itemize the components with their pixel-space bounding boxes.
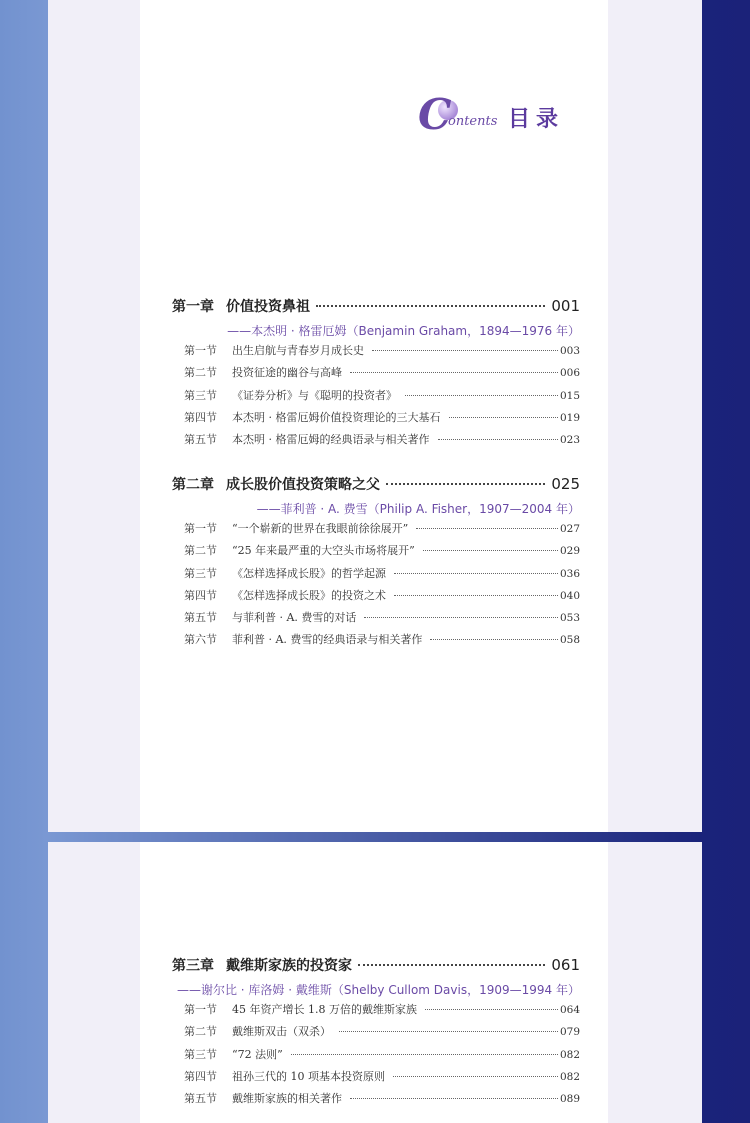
section-page: 053 [559, 612, 580, 625]
chapter-title: 戴维斯家族的投资家 [226, 958, 352, 974]
chapter-heading[interactable] [172, 955, 580, 977]
section-title: 《怎样选择成长股》的投资之术 [232, 588, 386, 602]
section-row[interactable] [172, 520, 580, 542]
leader-dots [350, 1098, 558, 1099]
section-page: 023 [559, 434, 580, 447]
section-number: 第四节 [184, 1069, 217, 1083]
leader-dots [364, 617, 558, 618]
section-title: 投资征途的幽谷与高峰 [232, 366, 342, 380]
section-number: 第五节 [184, 433, 217, 447]
section-row[interactable] [172, 1068, 580, 1090]
section-row[interactable] [172, 409, 580, 431]
logo-word: ontents [448, 114, 498, 129]
section-number: 第二节 [184, 544, 217, 558]
section-page: 019 [559, 411, 580, 424]
section-page: 079 [559, 1026, 580, 1039]
section-number: 第一节 [184, 1003, 217, 1016]
section-row[interactable] [172, 342, 580, 364]
section-title: 戴维斯双击（双杀） [232, 1025, 331, 1039]
chapter-page: 001 [551, 297, 580, 315]
section-page: 006 [559, 367, 580, 380]
chapter-heading[interactable] [172, 296, 580, 318]
section-number: 第三节 [184, 566, 217, 580]
section-page: 089 [559, 1093, 580, 1106]
chapter-subtitle: ——谢尔比 · 库洛姆 · 戴维斯（Shelby Cullom Davis，1909—1994 年） [176, 983, 580, 997]
section-number: 第四节 [184, 588, 217, 602]
section-number: 第三节 [184, 388, 217, 402]
section-number: 第一节 [184, 522, 217, 535]
leader-dots [394, 595, 558, 596]
leader-dots [350, 372, 558, 373]
chapter-number: 第三章 [172, 958, 214, 974]
chapter-block [172, 955, 580, 1112]
section-row[interactable] [172, 1023, 580, 1045]
section-number: 第五节 [184, 1092, 217, 1106]
leader-dots [291, 1054, 558, 1055]
leader-dots [394, 573, 558, 574]
section-title: 本杰明 · 格雷厄姆的经典语录与相关著作 [232, 433, 430, 447]
section-page: 082 [559, 1048, 580, 1061]
chapter-page: 061 [551, 956, 580, 974]
section-row[interactable] [172, 631, 580, 653]
section-row[interactable] [172, 431, 580, 453]
section-title: 《怎样选择成长股》的哲学起源 [232, 566, 386, 580]
section-page: 003 [559, 345, 580, 357]
section-page: 027 [559, 523, 580, 535]
leader-dots [425, 1009, 558, 1010]
section-title: 《证券分析》与《聪明的投资者》 [232, 388, 397, 402]
chapter-number: 第一章 [172, 299, 214, 315]
chapter-page: 025 [551, 475, 580, 493]
section-row[interactable] [172, 1046, 580, 1068]
leader-dots [430, 639, 558, 640]
section-title: 本杰明 · 格雷厄姆价值投资理论的三大基石 [232, 410, 441, 424]
section-title: 45 年资产增长 1.8 万倍的戴维斯家族 [232, 1003, 417, 1016]
section-title: “一个崭新的世界在我眼前徐徐展开” [232, 522, 409, 535]
section-number: 第二节 [184, 366, 217, 380]
section-title: 出生启航与青春岁月成长史 [232, 344, 364, 357]
chapter-title: 价值投资鼻祖 [226, 299, 310, 315]
section-row[interactable] [172, 542, 580, 564]
leader-dots [449, 417, 558, 418]
chapter-number: 第二章 [172, 477, 214, 493]
section-title: 戴维斯家族的相关著作 [232, 1092, 342, 1106]
leader-dots [372, 350, 558, 351]
contents-logo [418, 90, 578, 139]
logo-letter: C [418, 90, 452, 139]
section-row[interactable] [172, 1001, 580, 1023]
leader-dots [423, 550, 558, 551]
leader-dots [358, 964, 545, 966]
chapter-block [172, 296, 580, 453]
leader-dots [339, 1031, 558, 1032]
leader-dots [386, 483, 545, 485]
section-number: 第五节 [184, 611, 217, 625]
chapter-subtitle: ——菲利普 · A. 费雪（Philip A. Fisher，1907—2004 年） [256, 502, 580, 516]
section-number: 第一节 [184, 344, 217, 357]
section-page: 082 [559, 1070, 580, 1083]
section-row[interactable] [172, 609, 580, 631]
section-row[interactable] [172, 387, 580, 409]
section-number: 第三节 [184, 1047, 217, 1061]
section-page: 064 [559, 1004, 580, 1016]
section-page: 036 [559, 567, 580, 580]
chapter-heading[interactable] [172, 474, 580, 496]
section-row[interactable] [172, 364, 580, 386]
chapter-title: 成长股价值投资策略之父 [226, 477, 380, 493]
leader-dots [405, 395, 558, 396]
section-row[interactable] [172, 565, 580, 587]
section-row[interactable] [172, 1090, 580, 1112]
page-title: 目录 [508, 107, 565, 132]
section-number: 第四节 [184, 410, 217, 424]
section-title: “25 年来最严重的大空头市场将展开” [232, 544, 415, 558]
section-number: 第二节 [184, 1025, 217, 1039]
section-page: 015 [559, 389, 580, 402]
leader-dots [393, 1076, 558, 1077]
section-number: 第六节 [184, 633, 217, 647]
leader-dots [316, 305, 545, 307]
section-title: 祖孙三代的 10 项基本投资原则 [232, 1069, 385, 1083]
leader-dots [416, 528, 558, 529]
section-row[interactable] [172, 587, 580, 609]
section-page: 040 [559, 589, 580, 602]
leader-dots [438, 439, 558, 440]
chapter-block [172, 474, 580, 654]
section-page: 029 [559, 545, 580, 558]
section-title: “72 法则” [232, 1047, 283, 1061]
section-page: 058 [559, 634, 580, 647]
section-title: 与菲利普 · A. 费雪的对话 [232, 611, 357, 625]
chapter-subtitle: ——本杰明 · 格雷厄姆（Benjamin Graham，1894—1976 年） [227, 324, 580, 338]
section-title: 菲利普 · A. 费雪的经典语录与相关著作 [232, 633, 423, 647]
